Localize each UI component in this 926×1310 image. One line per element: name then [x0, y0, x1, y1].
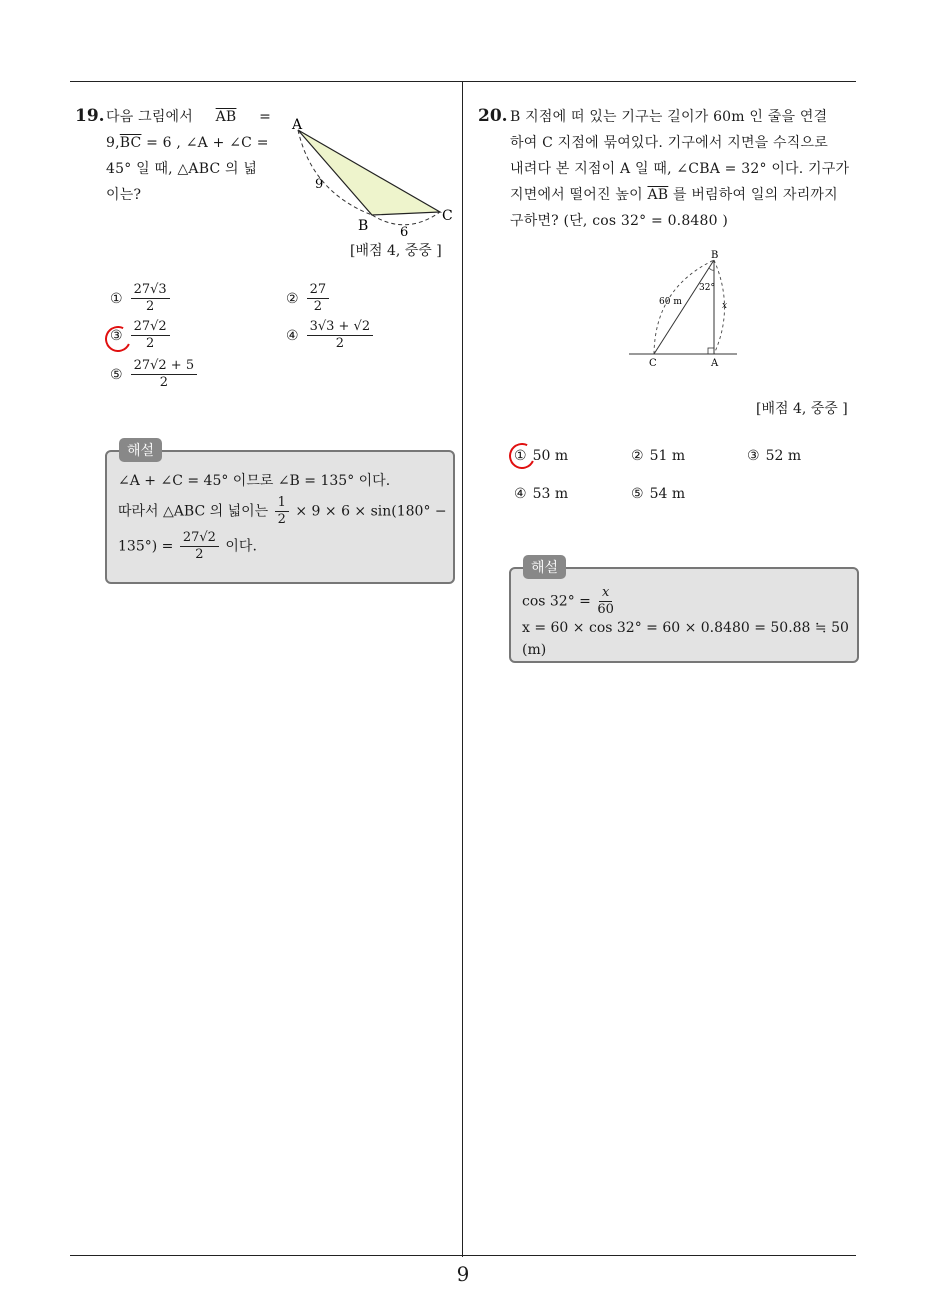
numerator: x: [599, 586, 612, 602]
q20-ab-segment: $\overline{AB}$: [647, 187, 669, 203]
q19-number: 19.: [75, 106, 105, 126]
choice-fraction: [131, 320, 170, 351]
label-c: C: [649, 358, 657, 369]
choice-fraction: [131, 359, 198, 390]
cos-fraction: [597, 586, 614, 617]
denominator: 2: [313, 299, 322, 314]
choice-marker: ①: [514, 448, 527, 464]
label-9: 9: [315, 177, 324, 192]
bottom-rule: [70, 1255, 856, 1256]
q19-sol-line2-pre: 따라서 △ABC 의 넓이는: [118, 503, 269, 520]
q19-sol-line3-pre: 135°) =: [118, 538, 174, 555]
answer-mark-circle: [505, 439, 538, 472]
q19-text: [106, 104, 271, 208]
q20-score: [배점 4, 중중 ]: [756, 401, 848, 417]
q19-choice-2[interactable]: [286, 283, 331, 314]
q20-line3: 내려다 본 지점이 A 일 때, ∠CBA = 32° 이다. 기구가: [510, 161, 850, 177]
q20-line2: 하여 C 지점에 묶여있다. 기구에서 지면을 수직으로: [510, 135, 828, 151]
choice-marker: ⑤: [110, 366, 123, 383]
choice-text: 52 m: [765, 448, 802, 464]
choice-marker: ③: [110, 327, 123, 344]
denominator: 2: [145, 299, 155, 314]
denominator: 60: [597, 602, 614, 617]
q20-line4-post: 를 버림하여 일의 자리까지: [672, 187, 838, 203]
label-a: A: [711, 358, 719, 369]
numerator: 27√2 + 5: [131, 359, 198, 375]
q20-line1: B 지점에 떠 있는 기구는 길이가 60m 인 줄을 연결: [510, 109, 828, 125]
q20-text: [510, 104, 860, 234]
column-divider: [462, 82, 463, 1257]
q19-text-line1: 다음 그림에서: [106, 109, 193, 125]
q20-balloon-figure: [625, 248, 745, 373]
q20-choice-3[interactable]: [747, 448, 801, 464]
label-a: A: [292, 117, 303, 133]
q20-choice-5[interactable]: [631, 486, 685, 502]
q19-eq-sign: =: [259, 109, 271, 125]
q19-solution-tab: 해설: [119, 438, 162, 462]
label-60m: 60 m: [659, 297, 682, 307]
choice-marker: ④: [514, 486, 527, 502]
label-c: C: [442, 208, 453, 224]
label-b: B: [358, 218, 369, 234]
choice-fraction: [131, 283, 170, 314]
q19-bc-segment: $\overline{BC}$: [119, 135, 142, 151]
label-32: 32°: [699, 283, 715, 293]
denominator: 2: [277, 512, 286, 527]
angle-arc-32: [709, 268, 714, 270]
q20-solution-text: [522, 586, 852, 661]
q19-sol-line2-post: × 9 × 6 × sin(180° −: [295, 503, 447, 520]
q19-text-line4: 이는?: [106, 187, 142, 203]
choice-text: 51 m: [649, 448, 686, 464]
denominator: 2: [159, 375, 168, 390]
q20-sol-line1-pre: cos 32° =: [522, 593, 591, 610]
q20-number: 20.: [478, 106, 508, 126]
page-number: 9: [456, 1262, 470, 1286]
q20-line5: 구하면? (단, cos 32° = 0.8480 ): [510, 213, 729, 229]
denominator: 2: [195, 547, 204, 562]
top-rule: [70, 81, 856, 82]
choice-marker: ②: [286, 290, 299, 307]
q20-sol-line2: x = 60 × cos 32° = 60 × 0.8480 = 50.88 ≒ 50 (m): [522, 620, 849, 658]
choice-marker: ①: [110, 290, 123, 307]
q19-triangle-figure: [282, 112, 462, 240]
q20-solution-tab: 해설: [523, 555, 566, 579]
q19-score: [배점 4, 중중 ]: [350, 243, 442, 259]
triangle-abc: [298, 130, 440, 215]
q19-solution-text: [118, 470, 448, 562]
result-fraction: [180, 531, 219, 562]
numerator: 3√3 + √2: [307, 320, 374, 336]
choice-fraction: [307, 320, 374, 351]
denominator: 2: [145, 336, 155, 351]
choice-text: 53 m: [532, 486, 569, 502]
choice-marker: ③: [747, 448, 760, 464]
q19-text-line2a: 9,: [106, 135, 120, 151]
q20-choice-4[interactable]: [514, 486, 568, 502]
q19-text-line2b: = 6 , ∠A + ∠C =: [146, 135, 269, 151]
q19-sol-line1: ∠A + ∠C = 45° 이므로 ∠B = 135° 이다.: [118, 473, 391, 489]
choice-text: 50 m: [532, 448, 569, 464]
choice-text: 54 m: [649, 486, 686, 502]
numerator: 1: [275, 496, 289, 512]
q19-ab-segment: $\overline{AB}$: [215, 109, 237, 125]
q19-sol-line3-post: 이다.: [225, 538, 257, 555]
q19-text-line3: 45° 일 때, △ABC 의 넓: [106, 161, 258, 177]
numerator: 27√2: [180, 531, 219, 547]
numerator: 27: [307, 283, 330, 299]
label-b: B: [711, 250, 719, 261]
numerator: 27√3: [131, 283, 170, 299]
choice-marker: ⑤: [631, 486, 644, 502]
choice-marker: ④: [286, 327, 299, 344]
right-angle-mark: [708, 348, 714, 354]
denominator: 2: [335, 336, 344, 351]
q20-choice-2[interactable]: [631, 448, 685, 464]
numerator: 27√2: [131, 320, 170, 336]
q19-choice-1[interactable]: [110, 283, 172, 314]
half-fraction: [275, 496, 289, 527]
q19-choice-4[interactable]: [286, 320, 375, 351]
q20-line4-pre: 지면에서 떨어진 높이: [510, 187, 643, 203]
choice-fraction: [307, 283, 330, 314]
label-6: 6: [400, 225, 409, 240]
choice-marker: ②: [631, 448, 644, 464]
q19-choice-5[interactable]: [110, 359, 199, 390]
label-x: x: [722, 301, 728, 311]
rope-line-bc: [654, 260, 714, 354]
